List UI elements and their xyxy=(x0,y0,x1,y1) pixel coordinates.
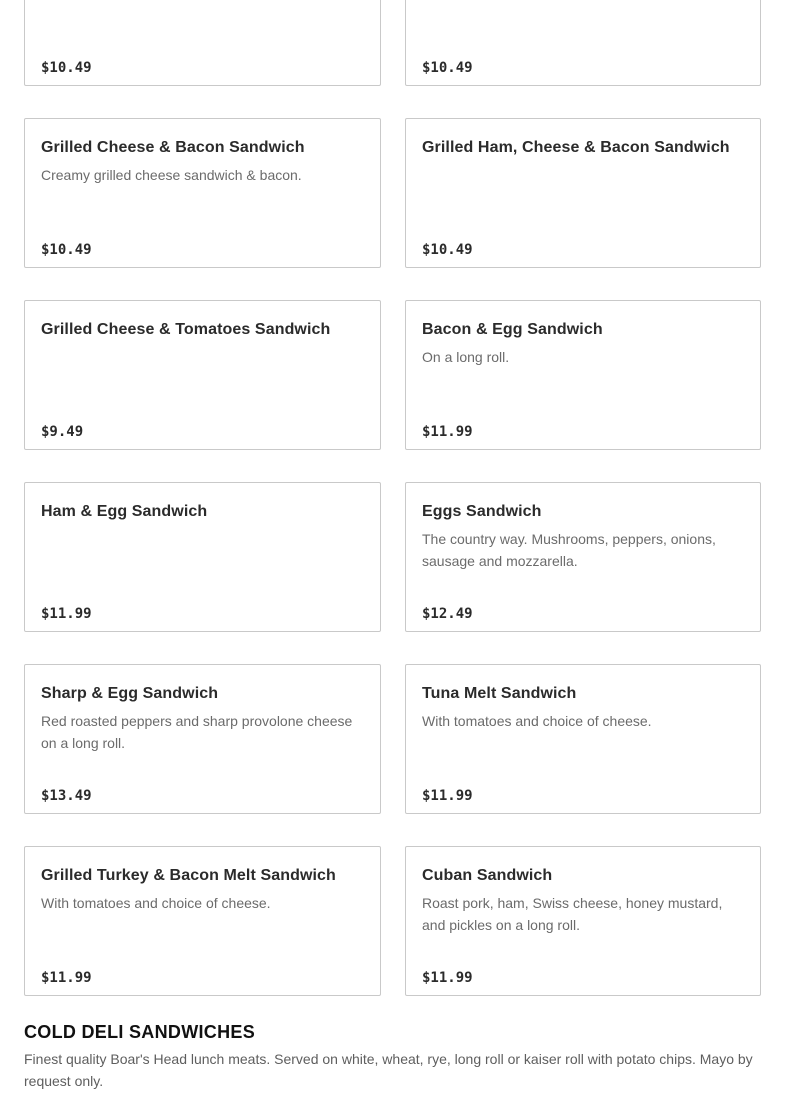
menu-item-card[interactable] xyxy=(405,664,761,814)
menu-item-price: $11.99 xyxy=(41,606,92,622)
menu-item-price: $10.49 xyxy=(41,242,92,258)
menu-item-price: $11.99 xyxy=(422,424,473,440)
menu-item-card[interactable] xyxy=(24,300,381,450)
menu-item-description: On a long roll. xyxy=(422,349,510,365)
menu-item-name: Tuna Melt Sandwich xyxy=(422,685,577,702)
menu-item-name: Bacon & Egg Sandwich xyxy=(422,321,603,338)
menu-item-price: $12.49 xyxy=(422,606,473,622)
menu-item-price: $9.49 xyxy=(41,424,84,440)
menu-item-price: $10.49 xyxy=(422,60,473,76)
menu-item-description: With tomatoes and choice of cheese. xyxy=(422,713,652,729)
menu-item-description: Red roasted peppers and sharp provolone cheese on a long roll. xyxy=(41,713,353,751)
menu-item-price: $10.49 xyxy=(422,242,473,258)
menu-item-price: $13.49 xyxy=(41,788,92,804)
menu-item-name: Cuban Sandwich xyxy=(422,867,553,884)
menu-item-description: With tomatoes and choice of cheese. xyxy=(41,895,271,911)
menu-item-card[interactable] xyxy=(24,118,381,268)
menu-item-card[interactable] xyxy=(24,0,381,86)
menu-item-price: $11.99 xyxy=(41,970,92,986)
menu-item-name: Sharp & Egg Sandwich xyxy=(41,685,219,702)
section-description: Finest quality Boar's Head lunch meats. Served on white, wheat, rye, long roll or kaiser roll with potato chips. Mayo by request only. xyxy=(24,1051,753,1089)
menu-item-description: The country way. Mushrooms, peppers, onions, sausage and mozzarella. xyxy=(422,531,716,569)
menu-item-card[interactable] xyxy=(405,118,761,268)
menu-item-name: Eggs Sandwich xyxy=(422,503,542,520)
menu-item-name: Grilled Cheese & Tomatoes Sandwich xyxy=(41,321,331,338)
menu-item-card[interactable] xyxy=(405,846,761,996)
menu-item-price: $10.49 xyxy=(41,60,92,76)
menu-item-name: Ham & Egg Sandwich xyxy=(41,503,208,520)
menu-item-description: Roast pork, ham, Swiss cheese, honey mustard, and pickles on a long roll. xyxy=(422,895,723,933)
section-title: COLD DELI SANDWICHES xyxy=(24,1022,255,1042)
menu-item-card[interactable] xyxy=(405,482,761,632)
menu-item-card[interactable] xyxy=(24,846,381,996)
menu-item-price: $11.99 xyxy=(422,788,473,804)
menu-item-name: Grilled Cheese & Bacon Sandwich xyxy=(41,139,305,156)
menu-item-name: Grilled Ham, Cheese & Bacon Sandwich xyxy=(422,139,730,156)
menu-item-card[interactable] xyxy=(24,664,381,814)
menu-item-price: $11.99 xyxy=(422,970,473,986)
menu-item-card[interactable] xyxy=(24,482,381,632)
menu-item-description: Creamy grilled cheese sandwich & bacon. xyxy=(41,167,302,183)
menu-section-header xyxy=(24,1019,764,1092)
menu-item-card[interactable] xyxy=(405,0,761,86)
menu-item-name: Grilled Turkey & Bacon Melt Sandwich xyxy=(41,867,336,884)
menu-items-grid xyxy=(24,0,761,996)
menu-item-card[interactable] xyxy=(405,300,761,450)
